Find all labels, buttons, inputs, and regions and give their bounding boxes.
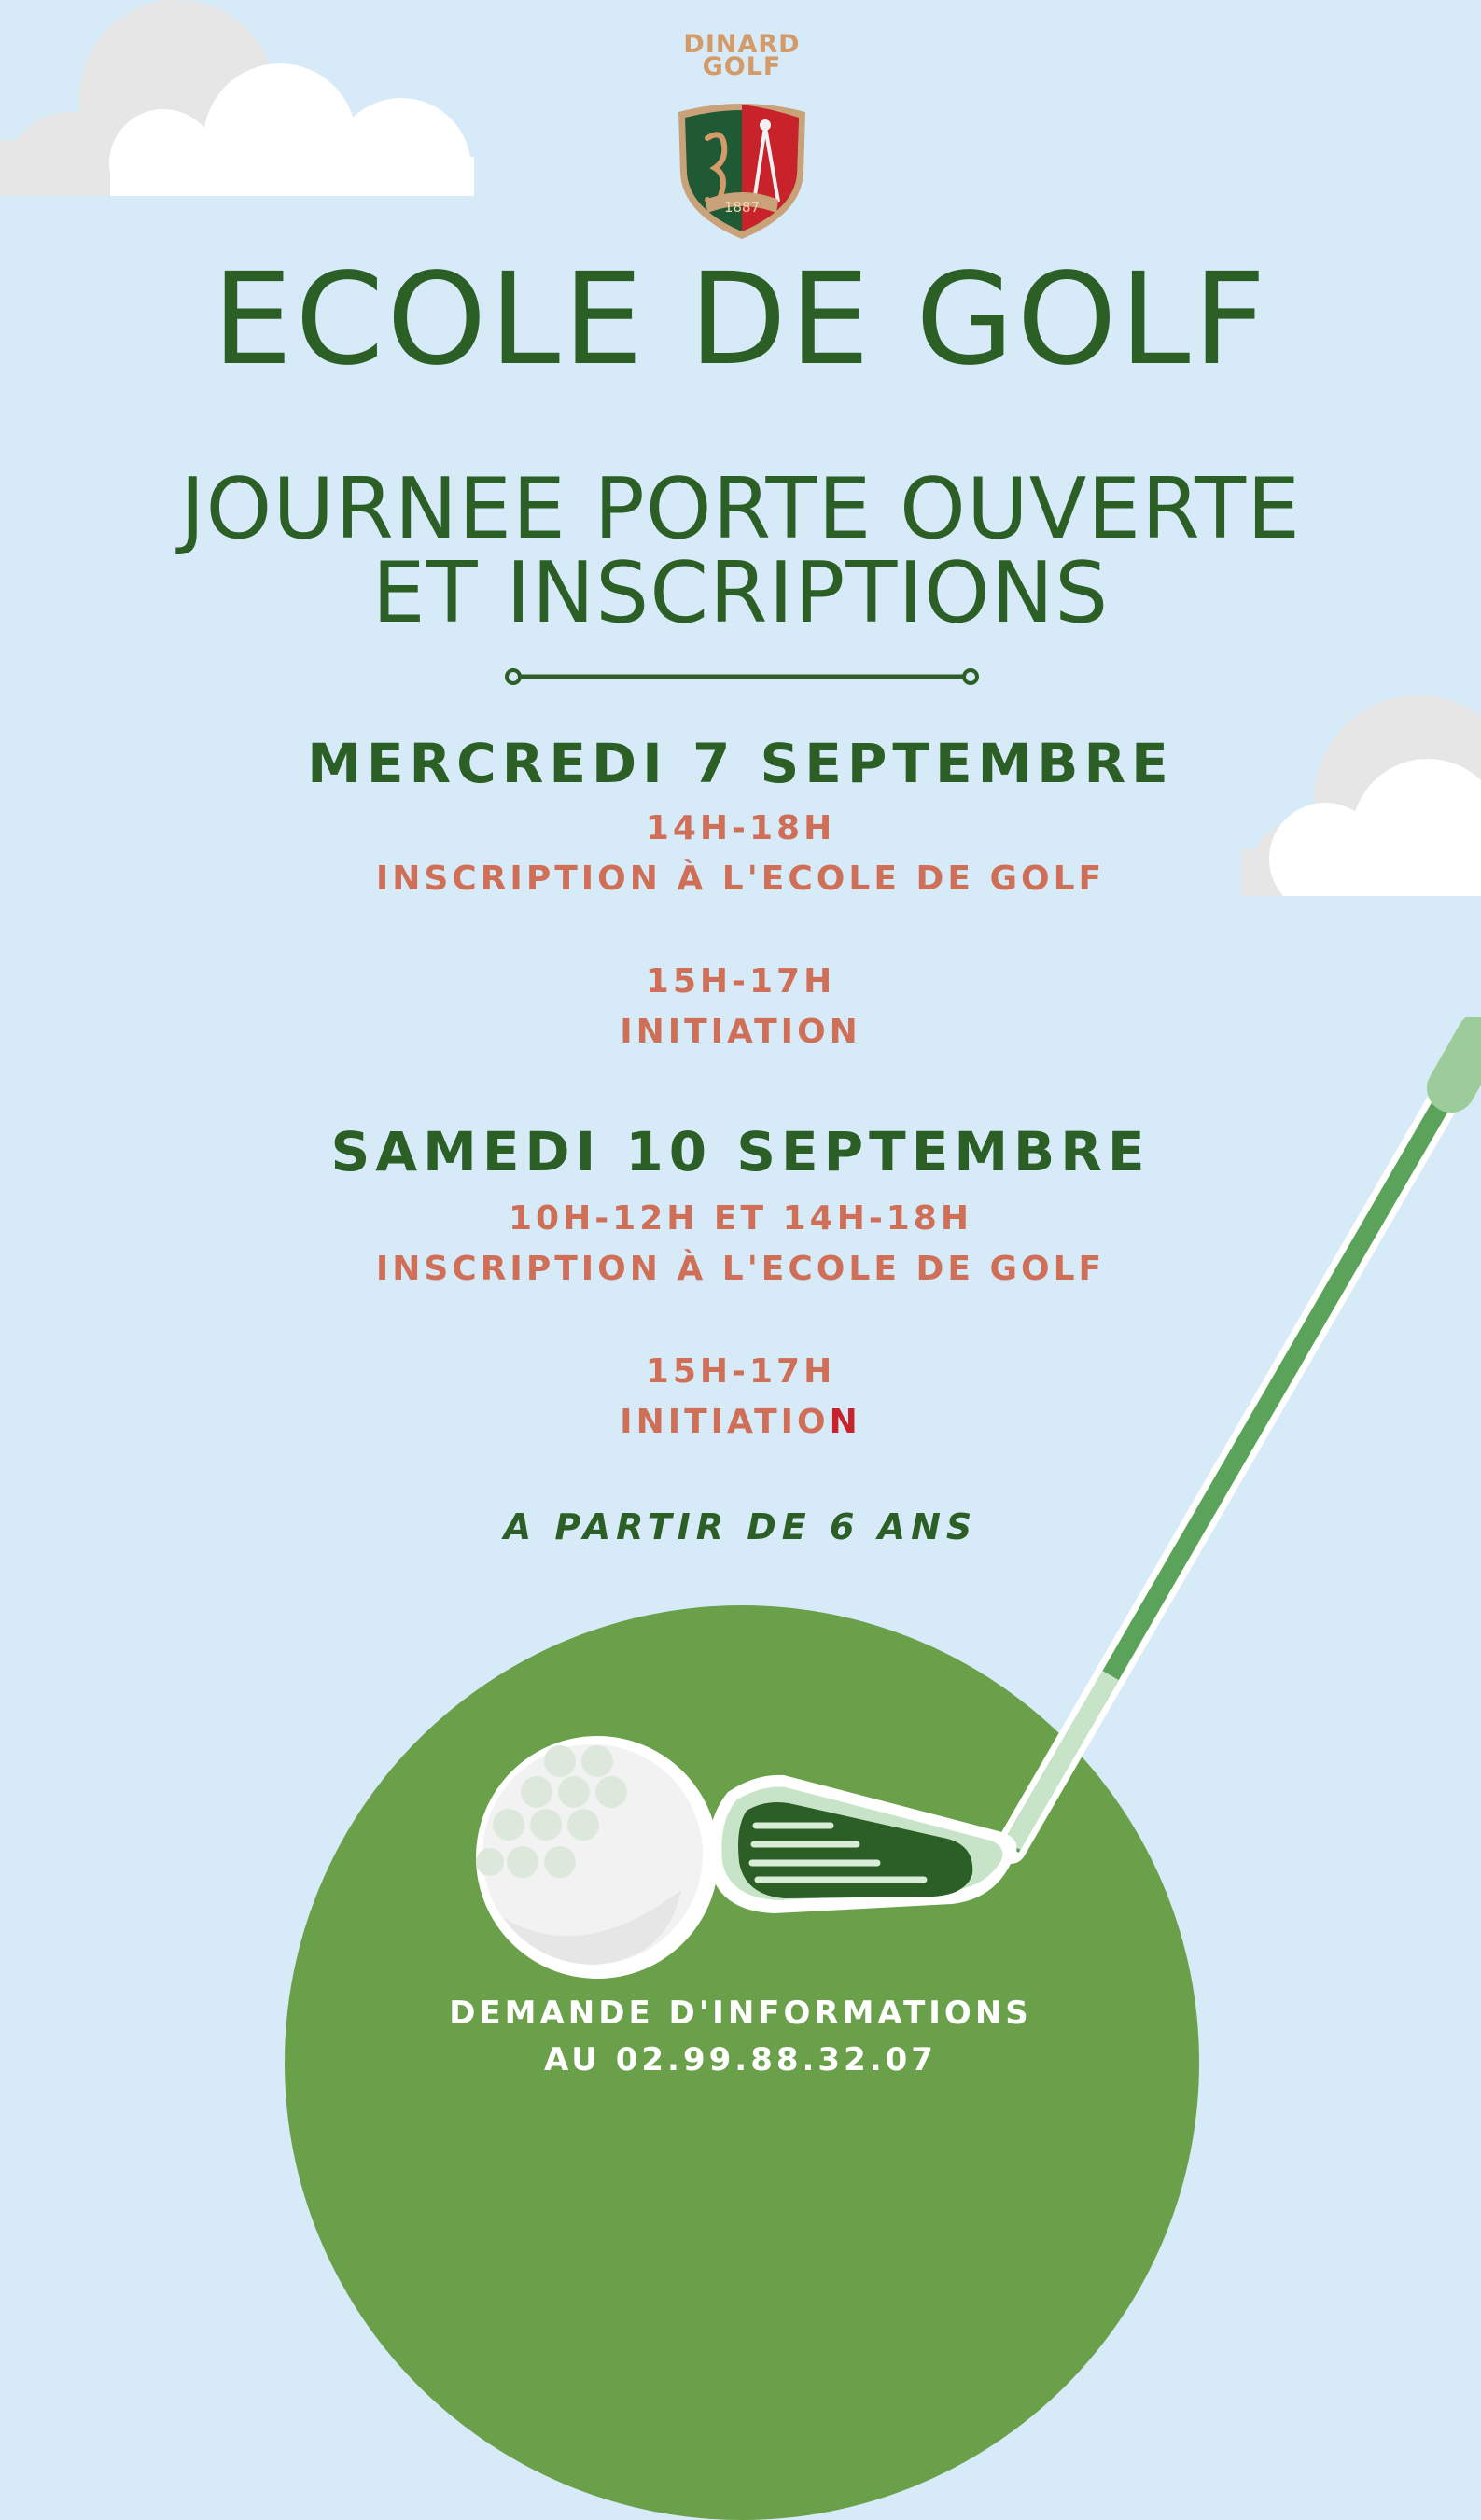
subtitle-line2: ET INSCRIPTIONS [371,544,1110,642]
logo-year: 1887 [723,199,761,216]
golf-ball-icon [471,1731,723,1983]
event-day-2: SAMEDI 10 SEPTEMBRE [330,1120,1151,1183]
contact-line1: DEMANDE D'INFORMATIONS [449,1995,1032,2032]
logo-name-line2: GOLF [702,52,782,81]
golf-club-icon [700,1017,1481,1960]
event-2-slot-2-time: 15H-17H [645,1352,836,1391]
event-2-slot-1-time: 10H-12H ET 14H-18H [508,1199,972,1238]
event-1-slot-1-time: 14H-18H [645,809,836,847]
cloud-top-left [0,0,485,196]
event-1-slot-2-label: INITIATION [620,1013,861,1051]
event-2-slot-2-label-main: INITIATIO [620,1403,830,1441]
shield-icon [674,82,810,243]
ornamental-divider [499,663,985,691]
page-title: ECOLE DE GOLF [212,246,1269,394]
event-1-slot-2-time: 15H-17H [645,962,836,1001]
event-2-slot-2-label-last: N [829,1403,861,1441]
event-day-1: MERCREDI 7 SEPTEMBRE [307,732,1174,795]
club-logo [653,28,831,243]
subtitle-line1: JOURNEE PORTE OUVERTE [180,460,1301,558]
age-note: A PARTIR DE 6 ANS [503,1506,978,1547]
event-2-slot-1-label: INSCRIPTION À L'ECOLE DE GOLF [375,1250,1106,1288]
logo-name-line1: DINARD [683,30,801,59]
event-1-slot-1-label: INSCRIPTION À L'ECOLE DE GOLF [375,860,1106,898]
contact-phone: AU 02.99.88.32.07 [544,2041,937,2079]
